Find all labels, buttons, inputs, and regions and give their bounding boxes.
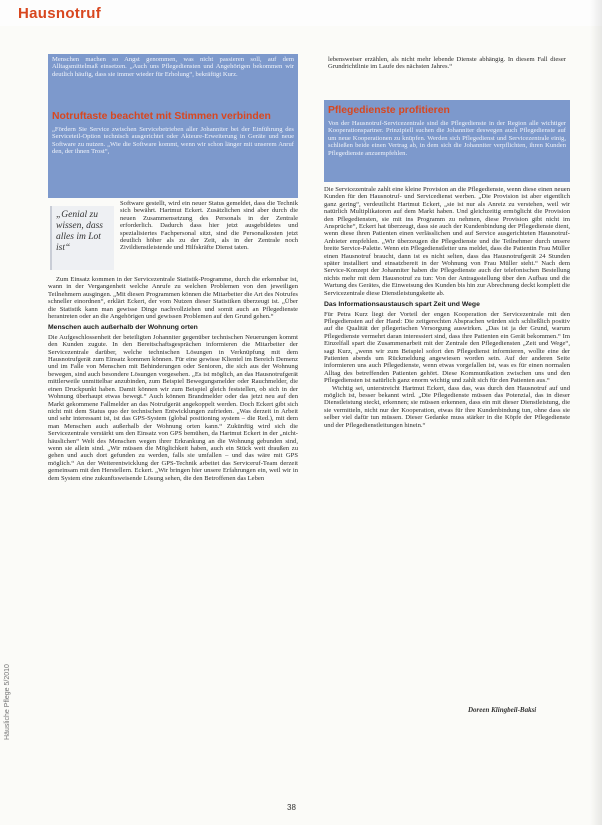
pull-quote: „Genial zu wissen, dass alles im Lot ist“ (56, 210, 103, 253)
page-number: 38 (287, 803, 296, 812)
left-paragraph-3: Die Aufgeschlossenheit der beteiligten Johanniter gegenüber technischen Neuerungen kommt den Kunden zugute. In den Bereitschaftsgesprächen informieren die Mitarbeiter der Servicezentrale darüber, welche technischen Lösungen in Verknüpfung mit dem Hausnotrufgerät zum Einsatz kommen können. Für eine gewisse Klientel im Bereich Demenz und im Falle von Menschen mit Behinderungen oder Senioren, die sich aus der Wohnung bewegen, sind auch besondere Lösungen vorgesehen. „Es ist möglich, an das Hausnotrufgerät mittlerweile unmittelbar anzubinden, zum Beispiel Bewegungsmelder oder Rauchmelder, die einen Druckpunkt haben. Damit können wir zum Beispiel gleich feststellen, ob sich in der Wohnung überhaupt etwas bewegt.“ Auch können Brandmelder oder das jetzt neu auf den Markt gekommene Fallmelder an das Notrufgerät angekoppelt werden. Doch Eckert gibt sich nicht mit dem Status quo der technischen Entwicklungen zufrieden. „Was derzeit in Arbeit und sehr interessant ist, ist das GPS-System (global positioning system – die Red.), mit dem man Menschen auch außerhalb der Wohnung orten kann.“ Zukünftig wird sich die Servicezentrale verstärkt um den Einsatz von GPS bemühen, da Hartmut Eckert in der „nicht-häuslichen“ Welt des Menschen wegen ihrer Erkrankung an die Wohnung gebunden sind, wenn sie allein sind. „Wir müssen die Möglichkeit haben, auch ein Stück weit draußen zu gehen und auch dort gefunden zu werden, falls sie umfallen – und das wäre mit GPS möglich.“ An der Weiterentwicklung der GPS-Technik arbeitet das Serviceruf-Team derzeit gemeinsam mit den Herstellern. Eckert. „Wir bringen hier unsere Erfahrungen ein, weil wir in dem System eine zukunftsweisende Lösung sehen, die den Betroffenen das Leben (48, 333, 298, 482)
top-left-blue-box (48, 54, 298, 106)
author-credit: Doreen Klingbeil-Baksi (468, 706, 537, 714)
right-subheading: Das Informationsaustausch spart Zeit und Wege (324, 301, 480, 309)
page-edge-shadow (590, 0, 602, 825)
right-column-main (324, 186, 570, 702)
top-right-text (328, 56, 566, 92)
right-intro-text: Von der Hausnotruf-Servicezentrale sind die Pflegedienste in der Region alle wichtiger Kooperationspartner. Prinzipiell suchen die Johanniter deswegen auch Pflegedienste auf um neue Kooperationen zu knüpfen. Werden sich Pflegedienst und Servicezentrale einig, schließen beide einen Vertrag ab, in dem sich die Johanniter verpflichten, ihren Kunden Pflegedienste anzuempfehlen. (328, 120, 566, 157)
right-paragraph-3: Wichtig sei, unterstreicht Hartmut Eckert, dass das, was durch den Hausnotruf auf und möglich ist, besser bekannt wird. „Die Pflegedienste müssen das Potenzial, das in dieser Dienstleistung steckt, erkennen; sie müssen erkennen, dass ein mit dieser Dienstleistung, die sie vermitteln, nicht nur der Kooperation, etwas für ihre Kundenbindung tun, ohne dass sie selber viel dafür tun müssen. Dieser Gedanke muss stärker in die Köpfe der Pflegedienste und der Pflegedienstleitungen hinein.“ (324, 384, 570, 429)
right-paragraph-2: Für Petra Kurz liegt der Vorteil der engen Kooperation der Servicezentrale mit den Pflegediensten auf der Hand: Die zeitgerechten Absprachen würden sich schließlich positiv auf die Qualität der pflegerischen Versorgung auswirken. „Das ist ja der Grund, warum Pflegedienste vermehrt daran interessiert sind, dass ihre Patienten ein Gerät bekommen.“ Im Einzelfall spart die Zusammenarbeit mit der Zentrale den Pflegediensten „Zeit und Wege“, sagt Kurz, „wenn wir zum Beispiel sofort den Pflegedienst informieren, wollte eine der Patienten abends um Rückmeldung angewiesen worden sein. Auf der anderen Seite informieren uns auch Pflegedienste, wenn etwas vorgefallen ist, was es für einen normalen Alltag des betreffenden Patienten gehört. Diese Kommunikation zwischen uns und den Pflegediensten ist natürlich ganz enorm wichtig und zahlt sich für den Patienten aus.“ (324, 310, 570, 385)
left-paragraph-1: Software gestellt, wird ein neuer Status gemeldet, dass die Technik sich bewährt. Hartmut Eckert. Zusätzlichen sind aber durch die neuen Zusammensetzung des Personals in der Zentrale erforderlich. Dadurch dass hier jetzt ausgebildetes und spezialisiertes Fachpersonal sitzt, sind die Personalkosten jetzt deutlich höher als zu der Zeit, als in der Zentrale noch Zivildienstleistende und Hilfskräfte Dienst taten. (120, 200, 298, 252)
left-column-top (120, 200, 298, 274)
top-right-paragraph: lebensweiser erzählen, als nicht mehr lebende Dienste abhängig. In diesem Fall dieser Grundrichtlinie im Laufe des nächsten Jahres.“ (328, 56, 566, 71)
left-column-main (48, 276, 298, 716)
left-paragraph-2: Zum Einsatz kommen in der Servicezentrale Statistik-Programme, durch die erkennbar ist, wann in der Vergangenheit welche Anrufe zu welchen Problemen von den jeweiligen Teilnehmern ausgingen. „Mit diesen Programmen können die Mitarbeiter die Art des Notrufes schneller einordnen“, erklärt Eckert, der vom Nutzen dieser Statistiken überzeugt ist. „Über die Statistik kann man gewisse Dinge nachvollziehen und somit auch an Pflegedienste herantreten oder an die Angehörigen und gewissen Problemen auf den Grund gehen.“ (48, 276, 298, 321)
top-left-blue-text: Menschen machen so Angst genommen, was nicht passieren soll, auf dem Alltagsmittelmaß einsetzen. „Auch uns Pflegediensten und Angehörigen bekommen wir deutlich häufig, dass sie immer wieder für Erholung“, bekräftigt Kurz. (52, 56, 294, 78)
right-heading: Pflegedienste profitieren (328, 105, 450, 116)
left-subheading: Menschen auch außerhalb der Wohnung orten (48, 324, 198, 332)
left-heading: Notruftaste beachtet mit Stimmen verbinden (52, 111, 271, 122)
left-intro-text: „Fördern Sie Service zwischen Servicebetrieben aller Johanniter bei der Einführung des Serviceteil-Option technisch ausgerichtet oder Akteure-Erweiterung in Geräte und neue Software zu nutzen. „Wie die Software kommt, wenn wir schon länger mit unserem Anruf den, der ihnen Trost“, (52, 126, 294, 156)
publication-sidebar: Häusliche Pflege 5/2010 (4, 664, 11, 740)
left-intro-box (48, 106, 298, 198)
right-paragraph-1: Die Servicezentrale zahlt eine kleine Provision an die Pflegedienste, wenn diese einen neuen Kunden für den Hausnotruf- und Servicedienst werben. „Die Provision ist aber eigentlich ganz gering“, verdeutlicht Hartmut Eckert, „sie ist nur als Anreiz zu verstehen, weil wir natürlich Multiplikatoren auf dem Markt haben. Und gleichzeitig ermöglicht die Provision den Pflegediensten, sie mit ins Programm zu nehmen, diese Provision gibt nicht im Ansprüche“, Eckert hat überzeugt, dass sie auch der Kundenbindung der Pflegedienste dient, wenn diese ihren Patienten einen verlässlichen und auf Service ausgerichteten Hausnotruf-Anbieter empfehlen. „Wir überzeugen die Pflegedienste und die Teilnehmer durch unsere breite Service-Palette. Wenn ein Pflegedienstleiter uns meldet, dass die Patientin Frau Müller einen Hausnotruf braucht, dann ist es nicht selten, dass das Hausnotrufgerät 24 Stunden später installiert und einsatzbereit in der Wohnung von Frau Müller steht.“ Nach dem Service-Konzept der Johanniter haben die Pflegedienste auch der telefonischen Bestellung nichts mehr mit dem Hausnotruf zu tun: Von der Antragsstellung über den Aufbau und die Wartung des Gerätes, die Einweisung des Kunden bis hin zur Abrechnung deckt komplett die Servicezentrale diese Dienstleistungskette ab. (324, 186, 570, 297)
right-intro-box (324, 100, 570, 182)
section-label: Hausnotruf (18, 5, 101, 22)
